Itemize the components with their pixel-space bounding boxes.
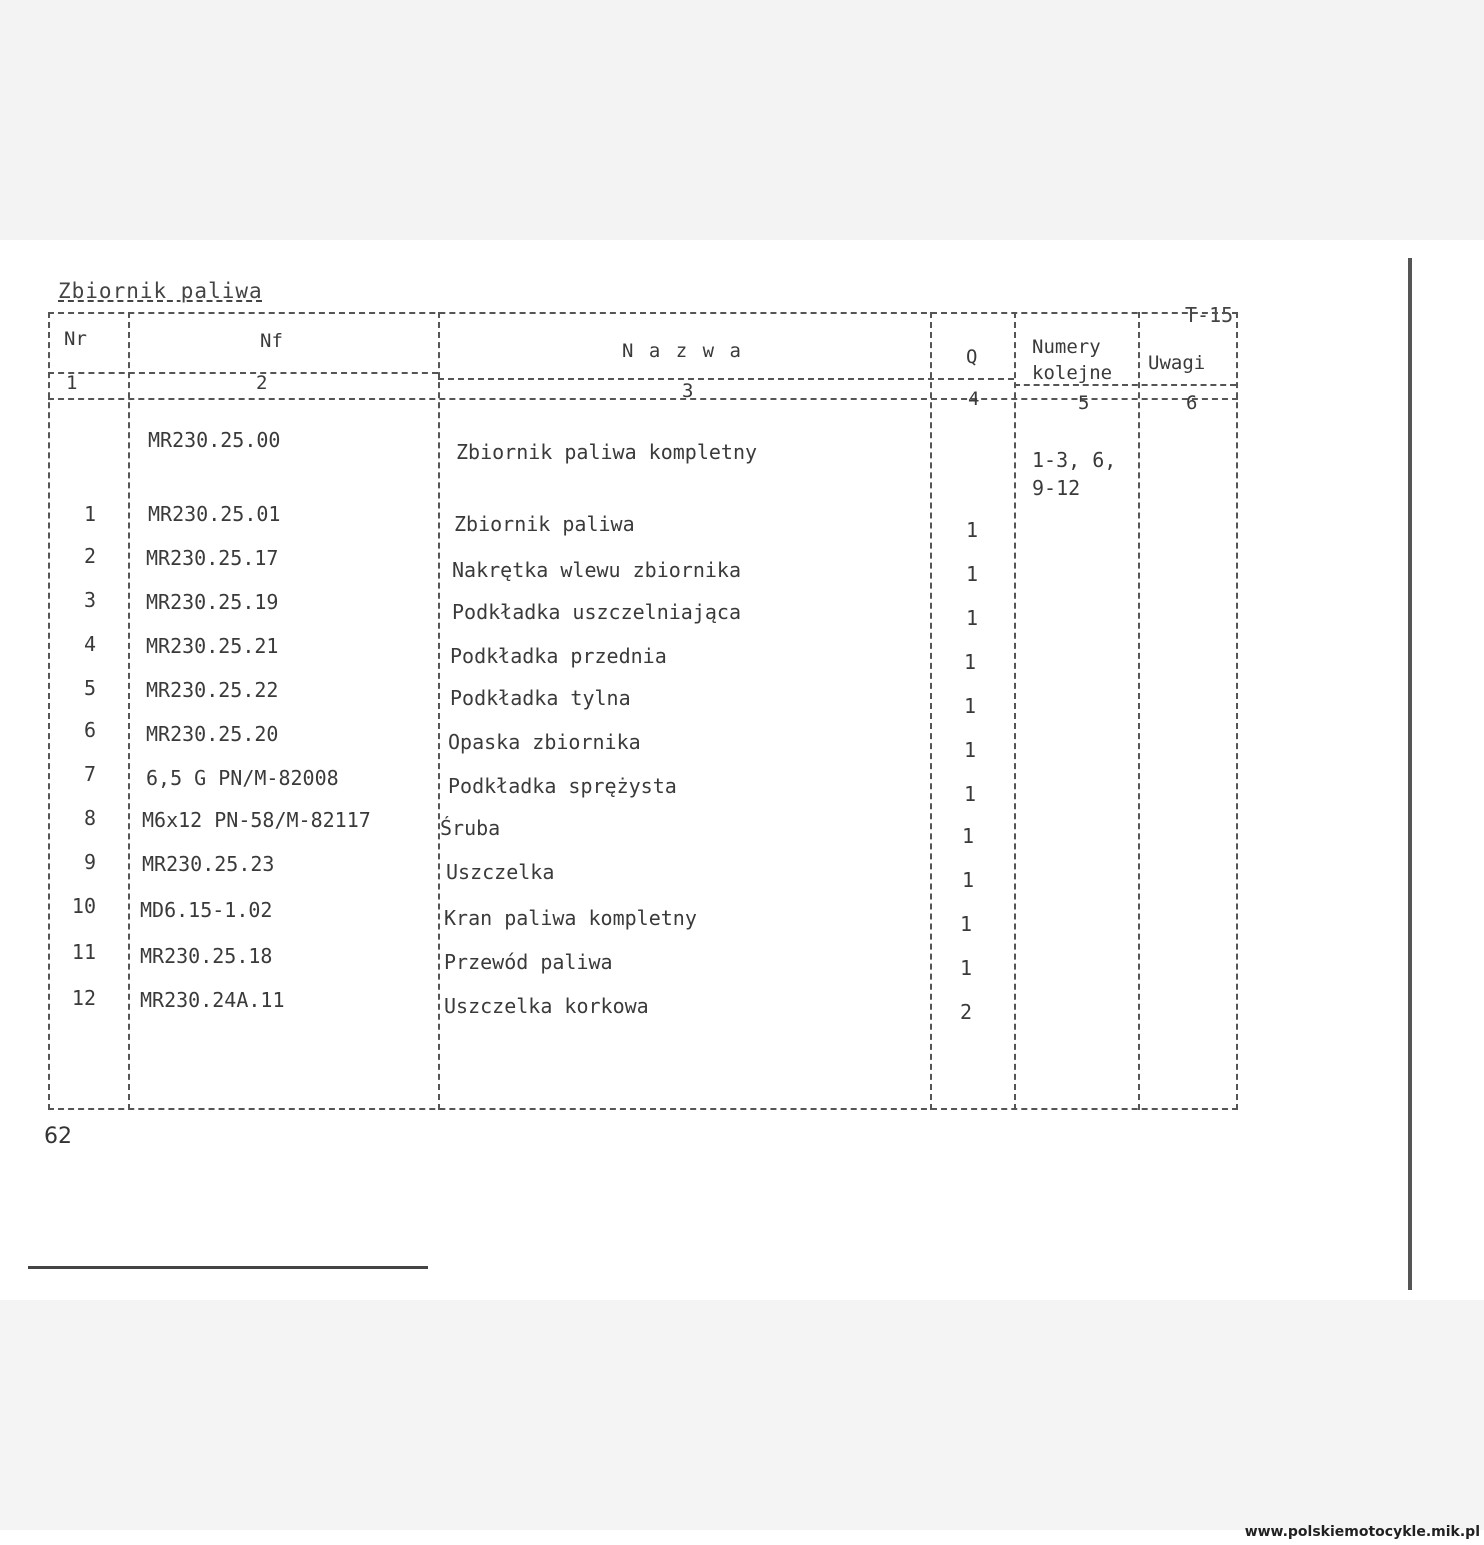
column-number-6: 6	[1186, 392, 1198, 414]
table-border-right	[1236, 312, 1238, 1110]
row-nf: MR230.24A.11	[140, 988, 285, 1012]
row-q: 1	[965, 562, 979, 586]
scan-background-top	[0, 0, 1484, 240]
table-border-bottom	[48, 1108, 1238, 1110]
row-nr: 12	[71, 986, 96, 1010]
row-nf: MR230.25.23	[142, 852, 275, 876]
row-name: Śruba	[440, 816, 501, 840]
row-q: 1	[959, 912, 973, 936]
row-nr: 8	[83, 806, 96, 830]
row-name: Zbiornik paliwa	[454, 512, 635, 536]
row-nr: 1	[83, 502, 96, 526]
header-numery: Numery	[1032, 336, 1101, 358]
row-nr: 4	[83, 632, 96, 656]
row-name: Uszczelka	[446, 860, 555, 884]
bottom-rule	[28, 1266, 428, 1269]
header-kolejne: kolejne	[1032, 362, 1113, 384]
row-nf: MR230.25.19	[146, 590, 279, 614]
row-nf: MR230.25.21	[146, 634, 279, 658]
column-number-5: 5	[1078, 392, 1090, 414]
row-q: 1	[961, 824, 975, 848]
row-nr: 3	[83, 588, 96, 612]
row-name: Podkładka tylna	[450, 686, 631, 710]
table-border-top	[48, 312, 1238, 314]
row-name: Uszczelka korkowa	[444, 994, 649, 1018]
scan-background-bottom	[0, 1300, 1484, 1530]
row-q: 1	[963, 738, 977, 762]
header-separator-left	[48, 372, 438, 374]
row-nr: 2	[83, 544, 96, 568]
assembly-numbers: 1-3, 6,	[1032, 448, 1117, 472]
page-edge-rule	[1408, 258, 1412, 1290]
parts-table	[48, 312, 1238, 1110]
row-q: 1	[965, 518, 979, 542]
row-name: Kran paliwa kompletny	[444, 906, 697, 930]
row-q: 1	[965, 606, 979, 630]
site-url: www.polskiemotocykle.mik.pl	[1244, 1524, 1480, 1540]
page-number: 62	[44, 1124, 72, 1149]
row-name: Opaska zbiornika	[448, 730, 641, 754]
row-name: Podkładka sprężysta	[448, 774, 677, 798]
row-nr: 10	[71, 894, 96, 918]
row-nf: 6,5 G PN/M-82008	[146, 766, 339, 790]
assembly-nf: MR230.25.00	[148, 428, 281, 452]
row-nr: 5	[83, 676, 96, 700]
column-separator-numery	[1138, 312, 1140, 1110]
column-separator-nr	[128, 312, 130, 1110]
row-nf: M6x12 PN-58/M-82117	[142, 808, 371, 832]
row-name: Przewód paliwa	[444, 950, 613, 974]
assembly-name: Zbiornik paliwa kompletny	[456, 440, 758, 464]
row-nf: MR230.25.22	[146, 678, 279, 702]
column-number-2: 2	[256, 372, 268, 394]
column-separator-q	[1014, 312, 1016, 1110]
table-border-left	[48, 312, 50, 1110]
row-nf: MD6.15-1.02	[140, 898, 273, 922]
header-separator-right	[1014, 384, 1236, 386]
row-nr: 11	[71, 940, 96, 964]
row-nr: 9	[83, 850, 96, 874]
header-q: Q	[966, 346, 978, 368]
row-nf: MR230.25.20	[146, 722, 279, 746]
row-q: 2	[959, 1000, 973, 1024]
row-q: 1	[963, 782, 977, 806]
table-code: T-15	[1185, 303, 1234, 327]
row-q: 1	[963, 650, 977, 674]
row-q: 1	[959, 956, 973, 980]
column-number-4: 4	[968, 388, 980, 410]
document-title: Zbiornik paliwa	[58, 279, 263, 303]
row-nr: 7	[83, 762, 96, 786]
header-uwagi: Uwagi	[1148, 352, 1206, 374]
header-nr: Nr	[64, 328, 87, 350]
row-nf: MR230.25.18	[140, 944, 273, 968]
row-nf: MR230.25.01	[148, 502, 281, 526]
row-q: 1	[963, 694, 977, 718]
row-name: Podkładka uszczelniająca	[452, 600, 741, 624]
row-nr: 6	[83, 718, 96, 742]
row-q: 1	[961, 868, 975, 892]
column-separator-nf	[438, 312, 440, 1110]
row-name: Podkładka przednia	[450, 644, 667, 668]
column-number-3: 3	[682, 380, 694, 402]
header-nazwa: N a z w a	[622, 340, 743, 362]
row-nf: MR230.25.17	[146, 546, 279, 570]
assembly-numbers-continued: 9-12	[1032, 476, 1081, 500]
column-number-1: 1	[66, 372, 78, 394]
row-name: Nakrętka wlewu zbiornika	[452, 558, 741, 582]
header-separator-middle	[438, 378, 1014, 380]
header-bottom-line	[48, 398, 1238, 400]
header-nf: Nf	[260, 330, 283, 352]
column-separator-nazwa	[930, 312, 932, 1110]
